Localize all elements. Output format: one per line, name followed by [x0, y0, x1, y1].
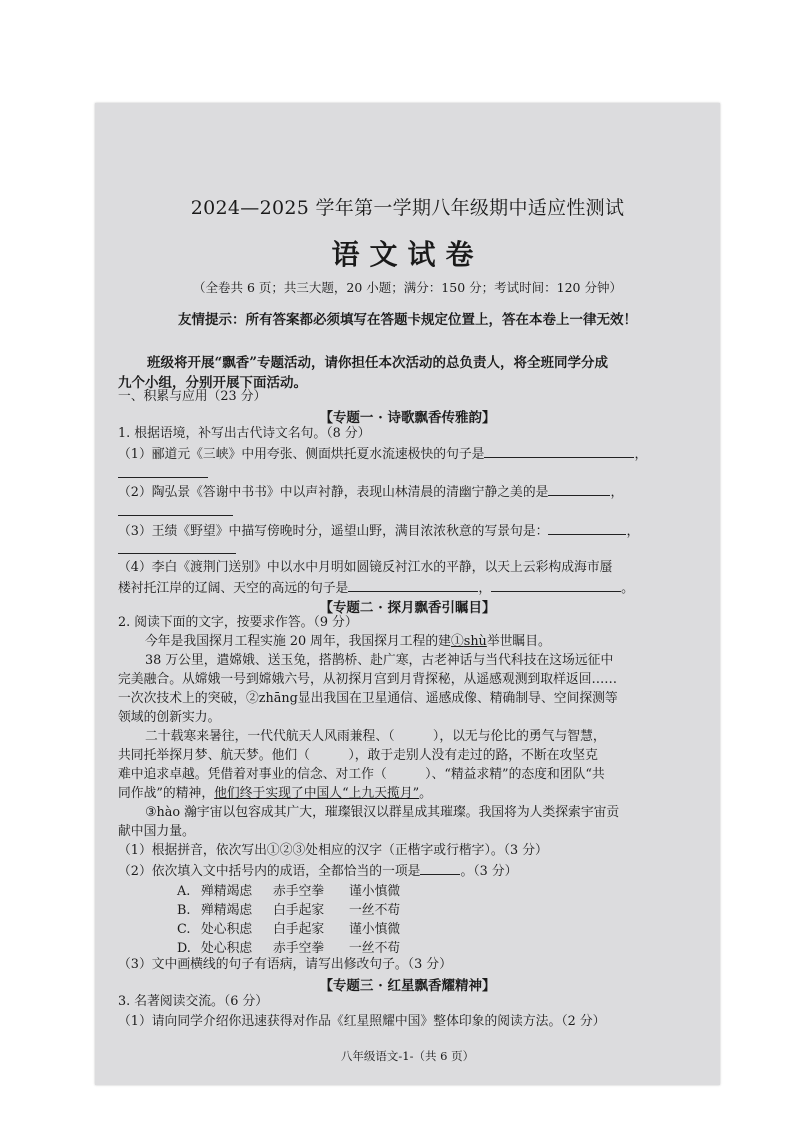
circled-number: ③	[145, 805, 157, 820]
passage-line	[118, 690, 618, 709]
question-1-1-text: （1）郦道元《三峡》中用夸张、侧面烘托夏水流速极快的句子是	[118, 447, 485, 462]
question-1-1	[118, 444, 647, 465]
question-3-1	[118, 1013, 605, 1032]
circled-number: ②	[245, 691, 259, 706]
punct: ，	[634, 447, 648, 462]
option-c	[177, 918, 400, 937]
question-3-stem: 3. 名著阅读交流。（6 分）	[118, 994, 269, 1009]
option-letter: A.	[177, 884, 191, 899]
question-2-2-text: （2）依次填入文中括号内的成语，全都恰当的一项是	[118, 864, 421, 879]
option-a	[177, 880, 400, 899]
option-word: 处心积虑	[201, 922, 253, 937]
passage-text: 一次次技术上的突破，	[118, 691, 246, 706]
option-word: 谨小慎微	[349, 884, 401, 899]
punct: ，	[626, 524, 640, 539]
pinyin-text: shù	[463, 634, 487, 649]
question-2-3: （3）文中画横线的句子有语病，请写出修改句子。（3 分）	[118, 957, 452, 972]
question-1-3-text: （3）王绩《野望》中描写傍晚时分，遥望山野，满目浓浓秋意的写景句是：	[118, 524, 549, 539]
option-letter: C.	[177, 922, 191, 937]
question-1-2-text: （2）陶弘景《答谢中书书》中以声衬静，表现山林清晨的清幽宁静之美的是	[118, 485, 549, 500]
question-1-3-line2	[118, 540, 236, 561]
exam-info-line: （全卷共 6 页；共三大题，20 小题；满分：150 分；考试时间：120 分钟）	[193, 280, 622, 295]
exam-subject-title: 语文试卷	[331, 238, 484, 271]
question-2-stem: 2. 阅读下面的文字，按要求作答。（9 分）	[118, 615, 358, 630]
option-word: 殚精竭虑	[201, 884, 253, 899]
passage-text: 今年是我国探月工程实施 20 周年，我国探月工程的建	[145, 634, 451, 649]
points: 。（3 分）	[460, 864, 518, 879]
question-2-1: （1）根据拼音，依次写出①②③处相应的汉字（正楷字或行楷字）。（3 分）	[118, 843, 548, 858]
option-word: 白手起家	[273, 903, 325, 918]
passage-line	[118, 785, 432, 804]
passage-text: 同作战”的精神，	[118, 786, 215, 801]
exam-paper	[95, 103, 720, 1085]
topic-2-heading: 【专题二 · 探月飘香引瞩目】	[319, 600, 496, 616]
punct: ，	[610, 485, 624, 500]
intro-line-1: 班级将开展“飘香”专题活动，请你担任本次活动的总负责人，将全班同学分成	[147, 355, 609, 371]
option-word: 赤手空拳	[273, 884, 325, 899]
option-word: 谨小慎微	[349, 922, 401, 937]
option-letter: B.	[177, 903, 191, 918]
answer-blank	[118, 502, 233, 516]
circled-number: ①	[450, 634, 464, 649]
question-1-4-text: 楼衬托江岸的辽阔、天空的高远的句子是	[118, 581, 349, 596]
passage-text: zhāng显出我国在卫星通信、遥感成像、精确制导、空间探测等	[258, 691, 618, 706]
answer-blank	[118, 540, 236, 554]
page-footer: 八年级语文-1-（共 6 页）	[340, 1049, 475, 1063]
option-word: 赤手空拳	[273, 941, 325, 956]
question-1-3	[118, 521, 639, 542]
option-d	[177, 937, 400, 956]
question-1-2	[118, 482, 623, 503]
passage-line: 共同托举探月梦、航天梦。他们（ ），敢于走别人没有走过的路，不断在攻坚克	[118, 748, 598, 763]
passage-text: hào 瀚宇宙以包容成其广大，璀璨银汉以群星成其璀璨。我国将为人类探索宇宙贡	[156, 805, 620, 820]
question-3-1-text: （1）请向同学介绍你迅速获得对作品《红星照耀中国》整体印象的阅读方法。	[118, 1014, 562, 1029]
answer-blank	[491, 578, 621, 592]
question-1-4: （4）李白《渡荆门送别》中以水中月明如圆镜反衬江水的平静，以天上云彩构成海市蜃	[118, 560, 613, 575]
option-word: 一丝不苟	[349, 941, 401, 956]
passage-line	[145, 633, 551, 652]
points: （2 分）	[561, 1014, 606, 1029]
passage-text: 。	[419, 786, 432, 801]
topic-3-heading: 【专题三 · 红星飘香耀精神】	[319, 978, 496, 994]
question-1-2-line2	[118, 502, 233, 523]
option-b	[177, 899, 400, 918]
passage-line: 难中追求卓越。凭借着对事业的信念、对工作（ ）、“精益求精”的态度和团队“共	[118, 767, 605, 782]
passage-line: 二十载寒来暑往，一代代航天人风雨兼程、（ ），以无与伦比的勇气与智慧，	[145, 729, 606, 744]
passage-line: 完美融合。从嫦娥一号到嫦娥六号，从初探月宫到月背探秘，从遥感观测到取样返回……	[118, 672, 618, 687]
intro-line-2: 九个小组，分别开展下面活动。	[118, 375, 307, 391]
passage-line	[145, 804, 619, 823]
option-word: 一丝不苟	[349, 903, 401, 918]
passage-line: 献中国力量。	[118, 824, 195, 839]
option-word: 白手起家	[273, 922, 325, 937]
topic-1-heading: 【专题一 · 诗歌飘香传雅韵】	[319, 410, 496, 426]
question-2-2	[118, 861, 517, 882]
underlined-sentence: 他们终于实现了中国人“上九天揽月”	[214, 786, 420, 801]
part-1-heading: 一、积累与应用（23 分）	[118, 389, 267, 404]
exam-notice: 友情提示：所有答案都必须填写在答题卡规定位置上，答在本卷上一律无效！	[178, 312, 637, 328]
question-1-stem: 1. 根据语境，补写出古代诗文名句。（8 分）	[118, 426, 371, 441]
passage-text: 举世瞩目。	[486, 634, 551, 649]
punct: ，	[478, 581, 492, 596]
answer-blank	[118, 464, 208, 478]
answer-blank	[484, 444, 634, 458]
option-letter: D.	[177, 941, 191, 956]
passage-line: 38 万公里，遣嫦娥、送玉兔，搭鹊桥、赴广寒，古老神话与当代科技在这场远征中	[145, 653, 614, 668]
exam-header-title: 2024—2025 学年第一学期八年级期中适应性测试	[190, 197, 625, 219]
option-word: 殚精竭虑	[201, 903, 253, 918]
answer-blank	[348, 578, 478, 592]
punct: 。	[621, 581, 634, 596]
answer-blank	[548, 521, 626, 535]
pinyin-1	[451, 634, 487, 649]
option-word: 处心积虑	[201, 941, 253, 956]
answer-blank	[420, 861, 460, 875]
passage-line: 领域的创新实力。	[118, 710, 221, 725]
answer-blank	[548, 482, 610, 496]
